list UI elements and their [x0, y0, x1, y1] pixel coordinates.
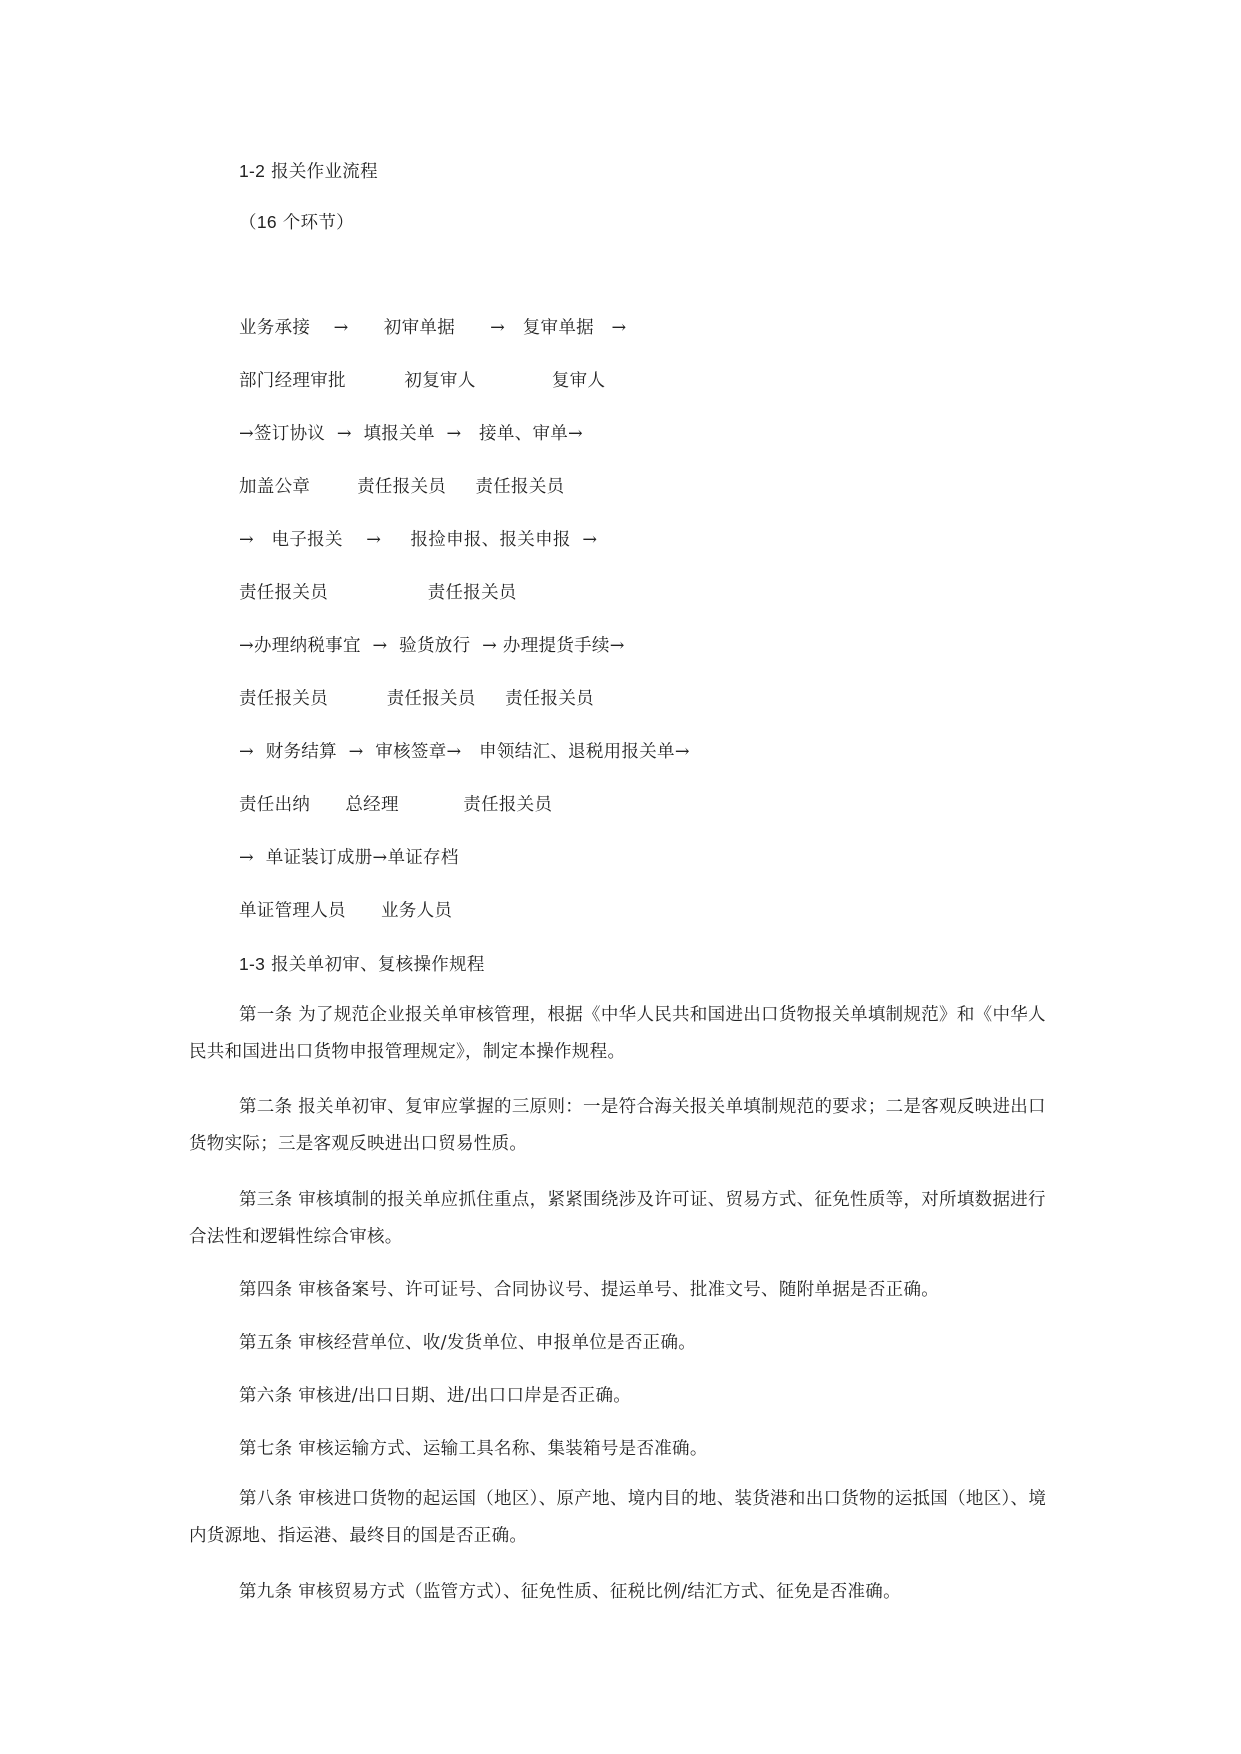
article-paragraph: 第一条 为了规范企业报关单审核管理，根据《中华人民共和国进出口货物报关单填制规范》和《中华人民共和国进出口货物申报管理规定》，制定本操作规程。: [189, 1005, 1046, 1062]
article-paragraph: 第九条 审核贸易方式（监管方式）、征免性质、征税比例/结汇方式、征免是否准确。: [239, 1582, 901, 1602]
article-paragraph: 第五条 审核经营单位、收/发货单位、申报单位是否正确。: [239, 1333, 697, 1353]
flow-step-line: 业务承接 → 初审单据 → 复审单据 →: [239, 318, 627, 338]
section-number: 1-2: [239, 161, 266, 181]
flow-role-line: 责任报关员 责任报关员 责任报关员: [239, 689, 594, 709]
flow-role-line: 责任出纳 总经理 责任报关员: [239, 795, 553, 815]
section-heading-1-3: [239, 952, 485, 977]
flow-role-line: 部门经理审批 初复审人 复审人: [239, 371, 606, 391]
flow-step-line: → 单证装订成册→单证存档: [239, 848, 459, 868]
flow-step-line: →办理纳税事宜 → 验货放行 → 办理提货手续→: [239, 636, 625, 656]
flow-role-line: 加盖公章 责任报关员 责任报关员: [239, 477, 565, 497]
flow-step-line: → 财务结算 → 审核签章→ 申领结汇、退税用报关单→: [239, 742, 690, 762]
section-heading-1-2: [239, 159, 378, 184]
article-paragraph: 第二条 报关单初审、复审应掌握的三原则：一是符合海关报关单填制规范的要求；二是客观反映进出口货物实际；三是客观反映进出口贸易性质。: [189, 1097, 1046, 1154]
article-paragraph: 第七条 审核运输方式、运输工具名称、集装箱号是否准确。: [239, 1439, 708, 1459]
article-paragraph: 第四条 审核备案号、许可证号、合同协议号、提运单号、批准文号、随附单据是否正确。: [239, 1280, 940, 1300]
flow-role-line: 单证管理人员 业务人员: [239, 901, 453, 921]
article-paragraph: 第六条 审核进/出口日期、进/出口口岸是否正确。: [239, 1386, 632, 1406]
section-number: 1-3: [239, 954, 266, 974]
flow-role-line: 责任报关员 责任报关员: [239, 583, 517, 603]
flow-step-line: →签订协议 → 填报关单 → 接单、审单→: [239, 424, 584, 444]
article-paragraph: 第三条 审核填制的报关单应抓住重点，紧紧围绕涉及许可证、贸易方式、征免性质等，对所填数据进行合法性和逻辑性综合审核。: [189, 1190, 1046, 1247]
section-title: 报关作业流程: [265, 162, 378, 182]
article-paragraph: 第八条 审核进口货物的起运国（地区）、原产地、境内目的地、装货港和出口货物的运抵国（地区）、境内货源地、指运港、最终目的国是否正确。: [189, 1489, 1047, 1546]
section-title: 报关单初审、复核操作规程: [265, 955, 485, 975]
section-subtitle: （16 个环节）: [239, 212, 354, 233]
flow-step-line: → 电子报关 → 报捡申报、报关申报 →: [239, 530, 598, 550]
